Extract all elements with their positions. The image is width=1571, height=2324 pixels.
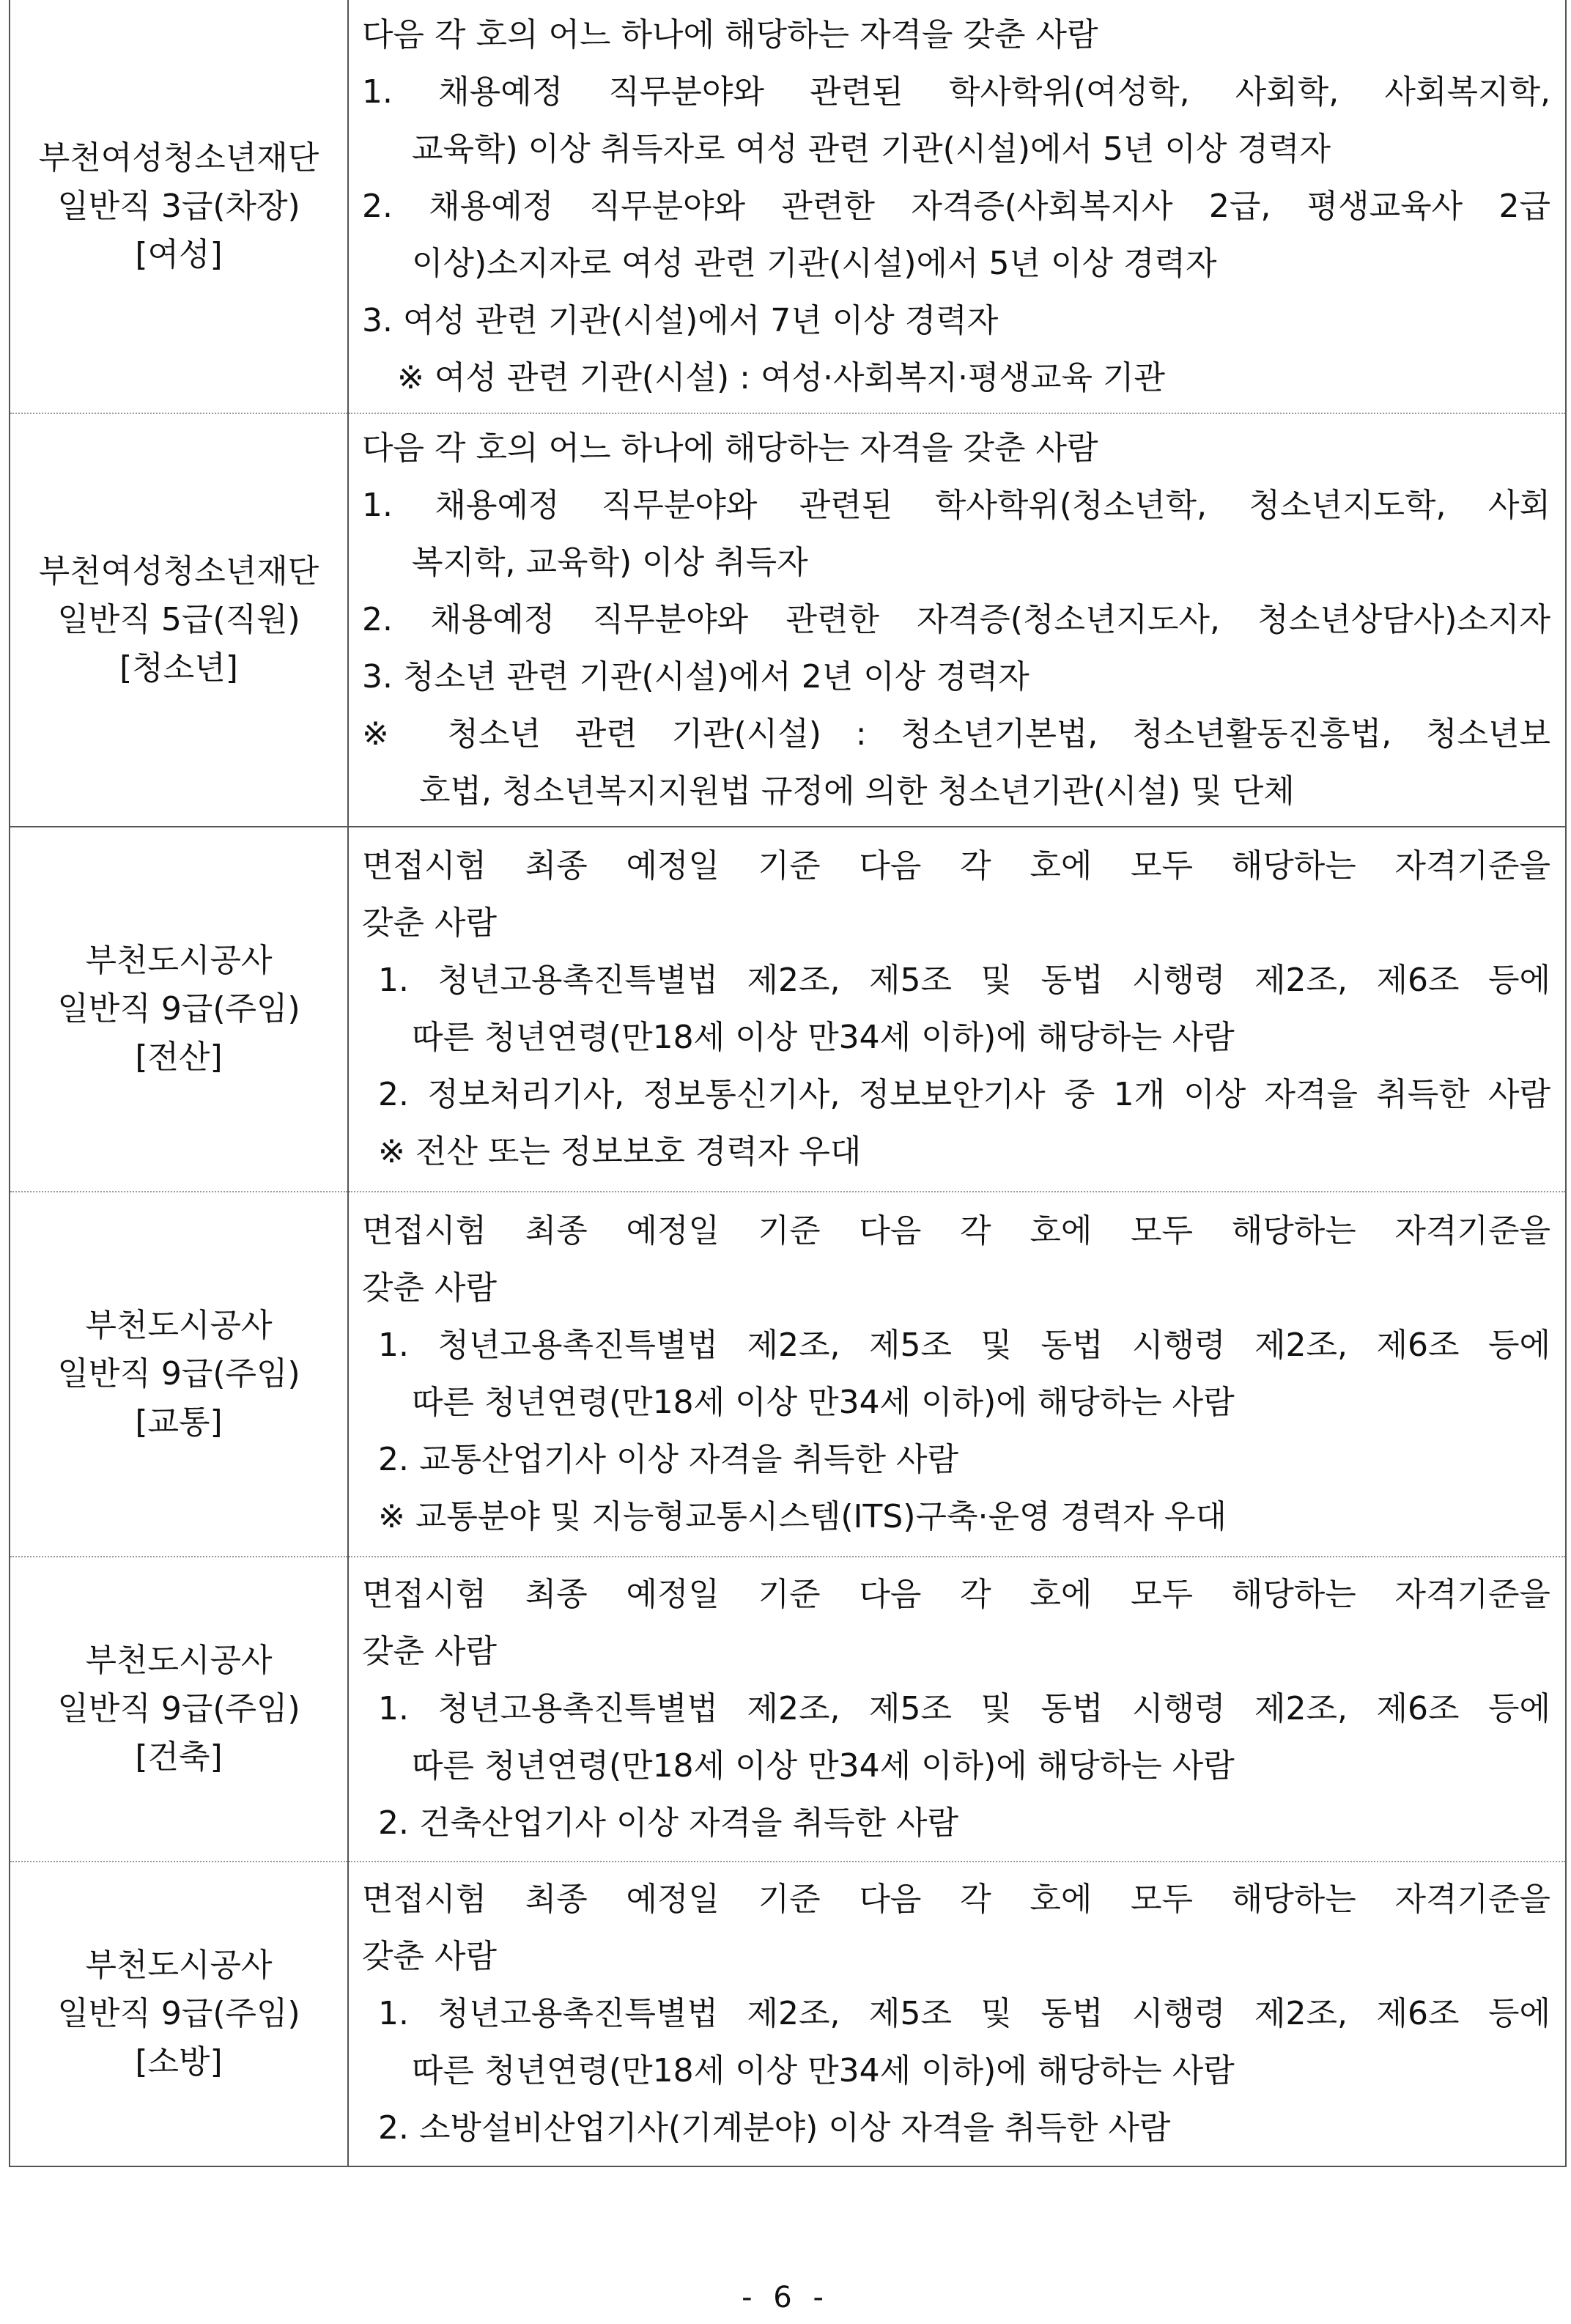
requirements-cell: [348, 0, 1566, 413]
requirements-cell: [348, 413, 1566, 827]
note-line: 호법, 청소년복지지원법 규정에 의한 청소년기관(시설) 및 단체: [419, 772, 1295, 810]
requirement-line: 갖춘 사람: [362, 1269, 498, 1307]
table-row: [10, 1557, 1566, 1862]
requirement-line: 2. 채용예정 직무분야와 관련한 자격증(사회복지사 2급, 평생교육사 2급: [362, 187, 1550, 225]
requirement-line: 면접시험 최종 예정일 기준 다음 각 호에 모두 해당하는 자격기준을: [362, 1576, 1550, 1613]
org-name: 부천도시공사: [85, 1307, 273, 1344]
position-cell: [10, 1192, 348, 1557]
requirement-line: 이상)소지자로 여성 관련 기관(시설)에서 5년 이상 경력자: [412, 244, 1217, 282]
grade-label: 일반직 5급(직원): [57, 601, 300, 638]
requirements-cell: [348, 1192, 1566, 1557]
page-number: - 6 -: [742, 2281, 829, 2314]
requirement-line: 면접시험 최종 예정일 기준 다음 각 호에 모두 해당하는 자격기준을: [362, 1212, 1550, 1250]
requirement-line: 2. 건축산업기사 이상 자격을 취득한 사람: [378, 1804, 958, 1842]
position-cell: [10, 0, 348, 413]
requirement-line: 복지학, 교육학) 이상 취득자: [412, 544, 808, 581]
requirement-line: 따른 청년연령(만18세 이상 만34세 이하)에 해당하는 사람: [412, 1384, 1235, 1421]
position-cell: [10, 827, 348, 1192]
requirement-line: 갖춘 사람: [362, 1938, 498, 1975]
table-row: [10, 0, 1566, 413]
requirement-line: 따른 청년연령(만18세 이상 만34세 이하)에 해당하는 사람: [412, 1019, 1235, 1056]
requirement-line: 따른 청년연령(만18세 이상 만34세 이하)에 해당하는 사람: [412, 2052, 1235, 2089]
field-label: [소방]: [135, 2043, 223, 2081]
requirement-line: 1. 청년고용촉진특별법 제2조, 제5조 및 동법 시행령 제2조, 제6조 등에: [378, 1690, 1550, 1727]
field-label: [교통]: [135, 1403, 223, 1441]
table-row: [10, 1862, 1566, 2166]
requirement-line: 2. 소방설비산업기사(기계분야) 이상 자격을 취득한 사람: [378, 2109, 1171, 2147]
grade-label: 일반직 9급(주임): [57, 990, 300, 1028]
grade-label: 일반직 9급(주임): [57, 1690, 300, 1727]
requirement-line: 3. 여성 관련 기관(시설)에서 7년 이상 경력자: [362, 301, 999, 339]
requirement-line: 다음 각 호의 어느 하나에 해당하는 자격을 갖춘 사람: [362, 15, 1098, 54]
requirements-cell: [348, 1557, 1566, 1862]
note-line: ※ 여성 관련 기관(시설) : 여성·사회복지·평생교육 기관: [397, 358, 1165, 396]
table-row: [10, 413, 1566, 827]
requirement-line: 2. 정보처리기사, 정보통신기사, 정보보안기사 중 1개 이상 자격을 취득한 사람: [378, 1076, 1550, 1113]
grade-label: 일반직 9급(주임): [57, 1355, 300, 1392]
org-name: 부천도시공사: [85, 1642, 273, 1679]
requirements-cell: [348, 1862, 1566, 2166]
position-cell: [10, 1557, 348, 1862]
requirement-line: 1. 채용예정 직무분야와 관련된 학사학위(청소년학, 청소년지도학, 사회: [362, 487, 1550, 524]
qualification-table: [9, 0, 1567, 2167]
position-cell: [10, 1862, 348, 2166]
requirement-line: 갖춘 사람: [362, 1633, 498, 1670]
requirement-line: 면접시험 최종 예정일 기준 다음 각 호에 모두 해당하는 자격기준을: [362, 847, 1550, 885]
org-name: 부천여성청소년재단: [38, 553, 319, 590]
note-line: ※ 교통분야 및 지능형교통시스템(ITS)구축·운영 경력자 우대: [378, 1498, 1227, 1535]
requirement-line: 1. 채용예정 직무분야와 관련된 학사학위(여성학, 사회학, 사회복지학,: [362, 73, 1550, 111]
position-cell: [10, 413, 348, 827]
org-name: 부천도시공사: [85, 942, 273, 979]
note-line: ※ 청소년 관련 기관(시설) : 청소년기본법, 청소년활동진흥법, 청소년보: [362, 715, 1550, 753]
requirement-line: 교육학) 이상 취득자로 여성 관련 기관(시설)에서 5년 이상 경력자: [412, 130, 1331, 168]
requirement-line: 1. 청년고용촉진특별법 제2조, 제5조 및 동법 시행령 제2조, 제6조 등에: [378, 962, 1550, 999]
requirement-line: 1. 청년고용촉진특별법 제2조, 제5조 및 동법 시행령 제2조, 제6조 등에: [378, 1995, 1550, 2032]
org-name: 부천여성청소년재단: [38, 139, 319, 177]
requirement-line: 따른 청년연령(만18세 이상 만34세 이하)에 해당하는 사람: [412, 1747, 1235, 1785]
requirements-cell: [348, 827, 1566, 1192]
requirement-line: 갖춘 사람: [362, 904, 498, 942]
field-label: [전산]: [135, 1039, 223, 1076]
note-line: ※ 전산 또는 정보보호 경력자 우대: [378, 1133, 862, 1170]
table-row: [10, 827, 1566, 1192]
field-label: [건축]: [135, 1738, 223, 1776]
requirement-line: 2. 채용예정 직무분야와 관련한 자격증(청소년지도사, 청소년상담사)소지자: [362, 601, 1550, 638]
field-label: [청소년]: [119, 649, 238, 687]
requirement-line: 1. 청년고용촉진특별법 제2조, 제5조 및 동법 시행령 제2조, 제6조 등에: [378, 1327, 1550, 1364]
requirement-line: 2. 교통산업기사 이상 자격을 취득한 사람: [378, 1441, 958, 1478]
grade-label: 일반직 3급(차장): [57, 187, 300, 225]
requirement-line: 면접시험 최종 예정일 기준 다음 각 호에 모두 해당하는 자격기준을: [362, 1881, 1550, 1918]
requirement-line: 3. 청소년 관련 기관(시설)에서 2년 이상 경력자: [362, 658, 1030, 696]
grade-label: 일반직 9급(주임): [57, 1995, 300, 2032]
field-label: [여성]: [135, 235, 223, 273]
org-name: 부천도시공사: [85, 1947, 273, 1984]
table-row: [10, 1192, 1566, 1557]
requirement-line: 다음 각 호의 어느 하나에 해당하는 자격을 갖춘 사람: [362, 429, 1098, 467]
